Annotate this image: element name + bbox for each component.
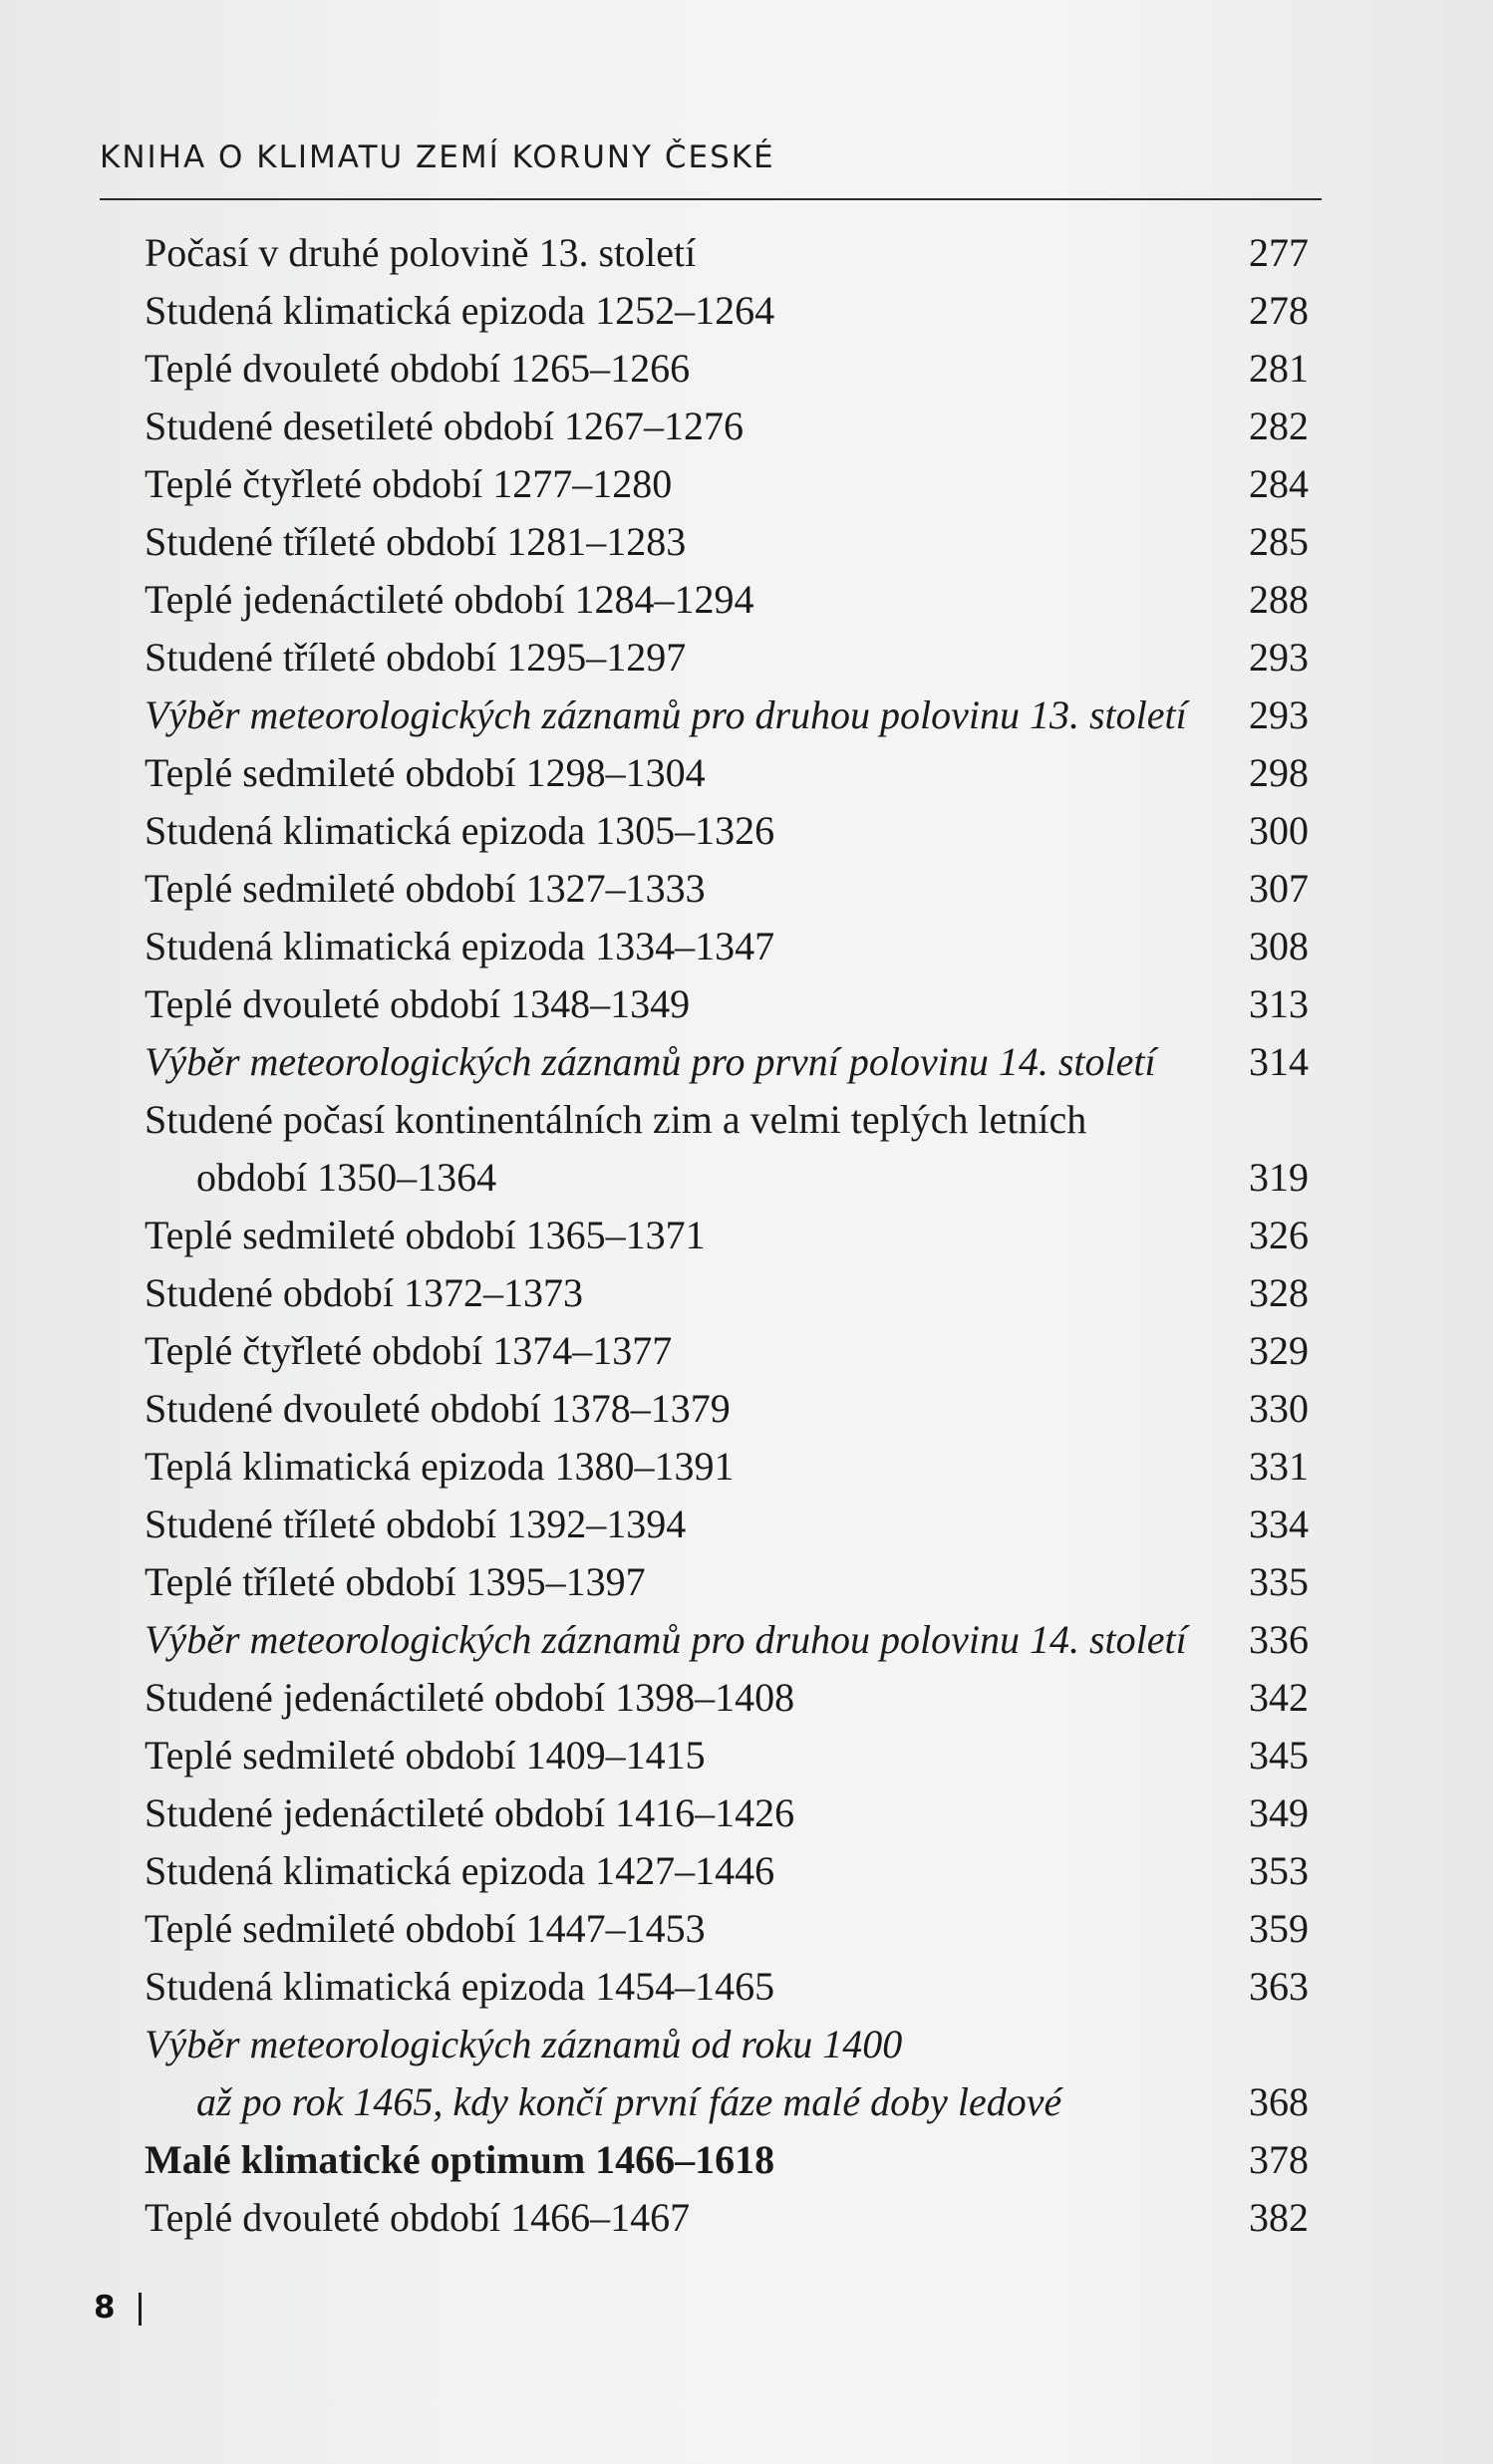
header-rule (100, 198, 1322, 200)
toc-entry-title-text: Teplé tříleté období 1395–1397 (145, 1559, 646, 1604)
toc-entry-title (145, 1900, 1309, 1958)
toc-entry-title-text: Studené tříleté období 1392–1394 (145, 1502, 687, 1546)
toc-entry-page-number: 277 (1249, 230, 1309, 275)
toc-entry-page-number: 382 (1249, 2195, 1309, 2240)
toc-entry-page-number: 336 (1249, 1617, 1309, 1662)
toc-entry (145, 686, 1309, 744)
toc-entry-title-text: Studené tříleté období 1295–1297 (145, 635, 687, 680)
toc-entry (145, 224, 1309, 282)
toc-entry-page-number: 319 (1249, 1155, 1309, 1200)
toc-entry-title-text: Výběr meteorologických záznamů od roku 1400 (145, 2022, 903, 2066)
toc-entry-page-number: 363 (1249, 1964, 1309, 2009)
toc-entry-title-text: Studená klimatická epizoda 1427–1446 (145, 1848, 775, 1893)
toc-entry-title-text: Teplá klimatická epizoda 1380–1391 (145, 1444, 735, 1489)
toc-entry (145, 1033, 1309, 1091)
toc-entry-page-number: 314 (1249, 1039, 1309, 1084)
toc-entry (145, 282, 1309, 340)
toc-entry (145, 2016, 1309, 2131)
toc-entry (145, 744, 1309, 802)
toc-entry-title-continuation: až po rok 1465, kdy končí první fáze malé doby ledové (196, 2079, 1062, 2124)
toc-entry-title (145, 2016, 1309, 2131)
toc-entry-title-text: Výběr meteorologických záznamů pro první polovinu 14. století (145, 1039, 1156, 1084)
toc-entry-title (145, 629, 1309, 686)
toc-entry-title (145, 455, 1309, 513)
toc-entry (145, 1207, 1309, 1264)
toc-entry-title (145, 744, 1309, 802)
toc-entry-title-text: Studené tříleté období 1281–1283 (145, 519, 687, 564)
toc-entry (145, 918, 1309, 975)
toc-entry (145, 1669, 1309, 1727)
toc-entry (145, 1496, 1309, 1553)
toc-entry-title (145, 1958, 1309, 2016)
toc-entry-page-number: 342 (1249, 1675, 1309, 1720)
toc-entry-title-continuation: období 1350–1364 (196, 1155, 497, 1200)
toc-entry (145, 1784, 1309, 1842)
toc-entry-page-number: 307 (1249, 866, 1309, 911)
toc-entry-title-text: Studené počasí kontinentálních zim a velmi teplých letních (145, 1097, 1087, 1142)
toc-entry-page-number: 326 (1249, 1213, 1309, 1257)
toc-entry-title-text: Studená klimatická epizoda 1305–1326 (145, 808, 775, 853)
toc-entry-page-number: 378 (1249, 2137, 1309, 2182)
toc-entry-title-text: Teplé čtyřleté období 1277–1280 (145, 461, 673, 506)
toc-entry (145, 1900, 1309, 1958)
toc-entry (145, 513, 1309, 571)
toc-entry-page-number: 368 (1249, 2079, 1309, 2124)
toc-entry-title (145, 2189, 1309, 2247)
toc-entry (145, 1322, 1309, 1380)
toc-entry (145, 340, 1309, 398)
toc-entry-title (145, 224, 1309, 282)
toc-entry (145, 571, 1309, 629)
toc-entry-page-number: 349 (1249, 1790, 1309, 1835)
toc-entry-title (145, 1669, 1309, 1727)
toc-entry-title-text: Teplé sedmileté období 1298–1304 (145, 750, 706, 795)
toc-entry-title (145, 802, 1309, 860)
toc-entry-page-number: 284 (1249, 461, 1309, 506)
toc-entry-page-number: 282 (1249, 404, 1309, 448)
toc-entry-title (145, 1784, 1309, 1842)
toc-entry-title (145, 2131, 1309, 2189)
toc-entry-title-text: Teplé jedenáctileté období 1284–1294 (145, 577, 754, 622)
toc-entry-title-text: Studené dvouleté období 1378–1379 (145, 1386, 731, 1431)
toc-entry-title (145, 1091, 1309, 1207)
toc-entry-title-text: Studené jedenáctileté období 1416–1426 (145, 1790, 795, 1835)
toc-entry (145, 1842, 1309, 1900)
toc-entry-page-number: 281 (1249, 346, 1309, 391)
toc-entry-page-number: 308 (1249, 924, 1309, 968)
toc-entry (145, 1091, 1309, 1207)
toc-entry-page-number: 298 (1249, 750, 1309, 795)
toc-entry-title (145, 860, 1309, 918)
toc-entry-page-number: 331 (1249, 1444, 1309, 1489)
toc-entry-title (145, 1842, 1309, 1900)
toc-entry (145, 455, 1309, 513)
toc-entry-page-number: 300 (1249, 808, 1309, 853)
toc-entry-title (145, 975, 1309, 1033)
toc-entry-title-text: Teplé čtyřleté období 1374–1377 (145, 1328, 673, 1373)
page-number: 8 (94, 2290, 116, 2326)
toc-entry (145, 1727, 1309, 1784)
toc-entry-title (145, 1264, 1309, 1322)
toc-entry-title-text: Studené období 1372–1373 (145, 1270, 583, 1315)
toc-entry (145, 1264, 1309, 1322)
toc-entry-title (145, 340, 1309, 398)
toc-entry (145, 2131, 1309, 2189)
toc-entry-page-number: 293 (1249, 635, 1309, 680)
toc-entry (145, 975, 1309, 1033)
toc-entry-page-number: 328 (1249, 1270, 1309, 1315)
toc-entry-title (145, 282, 1309, 340)
toc-entry-title-text: Teplé sedmileté období 1409–1415 (145, 1733, 706, 1778)
toc-entry-title (145, 1496, 1309, 1553)
toc-entry (145, 1958, 1309, 2016)
toc-entry-title-text: Studené desetileté období 1267–1276 (145, 404, 745, 448)
toc-entry (145, 1611, 1309, 1669)
toc-entry-page-number: 288 (1249, 577, 1309, 622)
toc-entry-page-number: 293 (1249, 692, 1309, 737)
toc-entry (145, 1380, 1309, 1438)
toc-entry-title-text: Teplé dvouleté období 1466–1467 (145, 2195, 691, 2240)
toc-entry-page-number: 353 (1249, 1848, 1309, 1893)
toc-entry-title (145, 571, 1309, 629)
toc-entry-title (145, 1727, 1309, 1784)
running-head: KNIHA O KLIMATU ZEMÍ KORUNY ČESKÉ (100, 139, 775, 175)
toc-entry-title-text: Teplé sedmileté období 1327–1333 (145, 866, 706, 911)
toc-entry (145, 1553, 1309, 1611)
toc-entry-title-text: Studené jedenáctileté období 1398–1408 (145, 1675, 795, 1720)
toc-entry-title (145, 513, 1309, 571)
toc-entry-title-text: Studená klimatická epizoda 1334–1347 (145, 924, 775, 968)
toc-entry (145, 2189, 1309, 2247)
toc-entry (145, 629, 1309, 686)
toc-entry-title-text: Studená klimatická epizoda 1252–1264 (145, 288, 775, 333)
toc-entry (145, 398, 1309, 455)
toc-entry-page-number: 329 (1249, 1328, 1309, 1373)
toc-entry-title (145, 1207, 1309, 1264)
toc-entry-title (145, 1611, 1309, 1669)
toc-entry-page-number: 335 (1249, 1559, 1309, 1604)
toc-entry-title-text: Výběr meteorologických záznamů pro druhou polovinu 13. století (145, 692, 1187, 737)
toc-entry-title (145, 398, 1309, 455)
toc-entry (145, 802, 1309, 860)
toc-entry-page-number: 359 (1249, 1906, 1309, 1951)
toc-entry-title (145, 1380, 1309, 1438)
toc-entry-title (145, 1438, 1309, 1496)
toc-entry-page-number: 345 (1249, 1733, 1309, 1778)
toc-entry-title (145, 1322, 1309, 1380)
toc-entry-title (145, 918, 1309, 975)
toc-entry-title-text: Malé klimatické optimum 1466–1618 (145, 2137, 775, 2182)
toc-entry-title-text: Studená klimatická epizoda 1454–1465 (145, 1964, 775, 2009)
toc-entry-title-text: Výběr meteorologických záznamů pro druhou polovinu 14. století (145, 1617, 1187, 1662)
page-number-divider (139, 2293, 142, 2326)
table-of-contents (145, 224, 1309, 2247)
toc-entry-title (145, 1553, 1309, 1611)
toc-entry-page-number: 313 (1249, 981, 1309, 1026)
toc-entry-title (145, 1033, 1309, 1091)
toc-entry-title-text: Teplé sedmileté období 1365–1371 (145, 1213, 706, 1257)
toc-entry-page-number: 285 (1249, 519, 1309, 564)
toc-entry (145, 1438, 1309, 1496)
toc-entry-page-number: 330 (1249, 1386, 1309, 1431)
toc-entry-title-text: Počasí v druhé polovině 13. století (145, 230, 697, 275)
toc-entry-page-number: 278 (1249, 288, 1309, 333)
toc-entry-title-text: Teplé dvouleté období 1348–1349 (145, 981, 691, 1026)
toc-entry (145, 860, 1309, 918)
toc-entry-title-text: Teplé sedmileté období 1447–1453 (145, 1906, 706, 1951)
toc-entry-page-number: 334 (1249, 1502, 1309, 1546)
toc-entry-title (145, 686, 1309, 744)
toc-entry-title-text: Teplé dvouleté období 1265–1266 (145, 346, 691, 391)
